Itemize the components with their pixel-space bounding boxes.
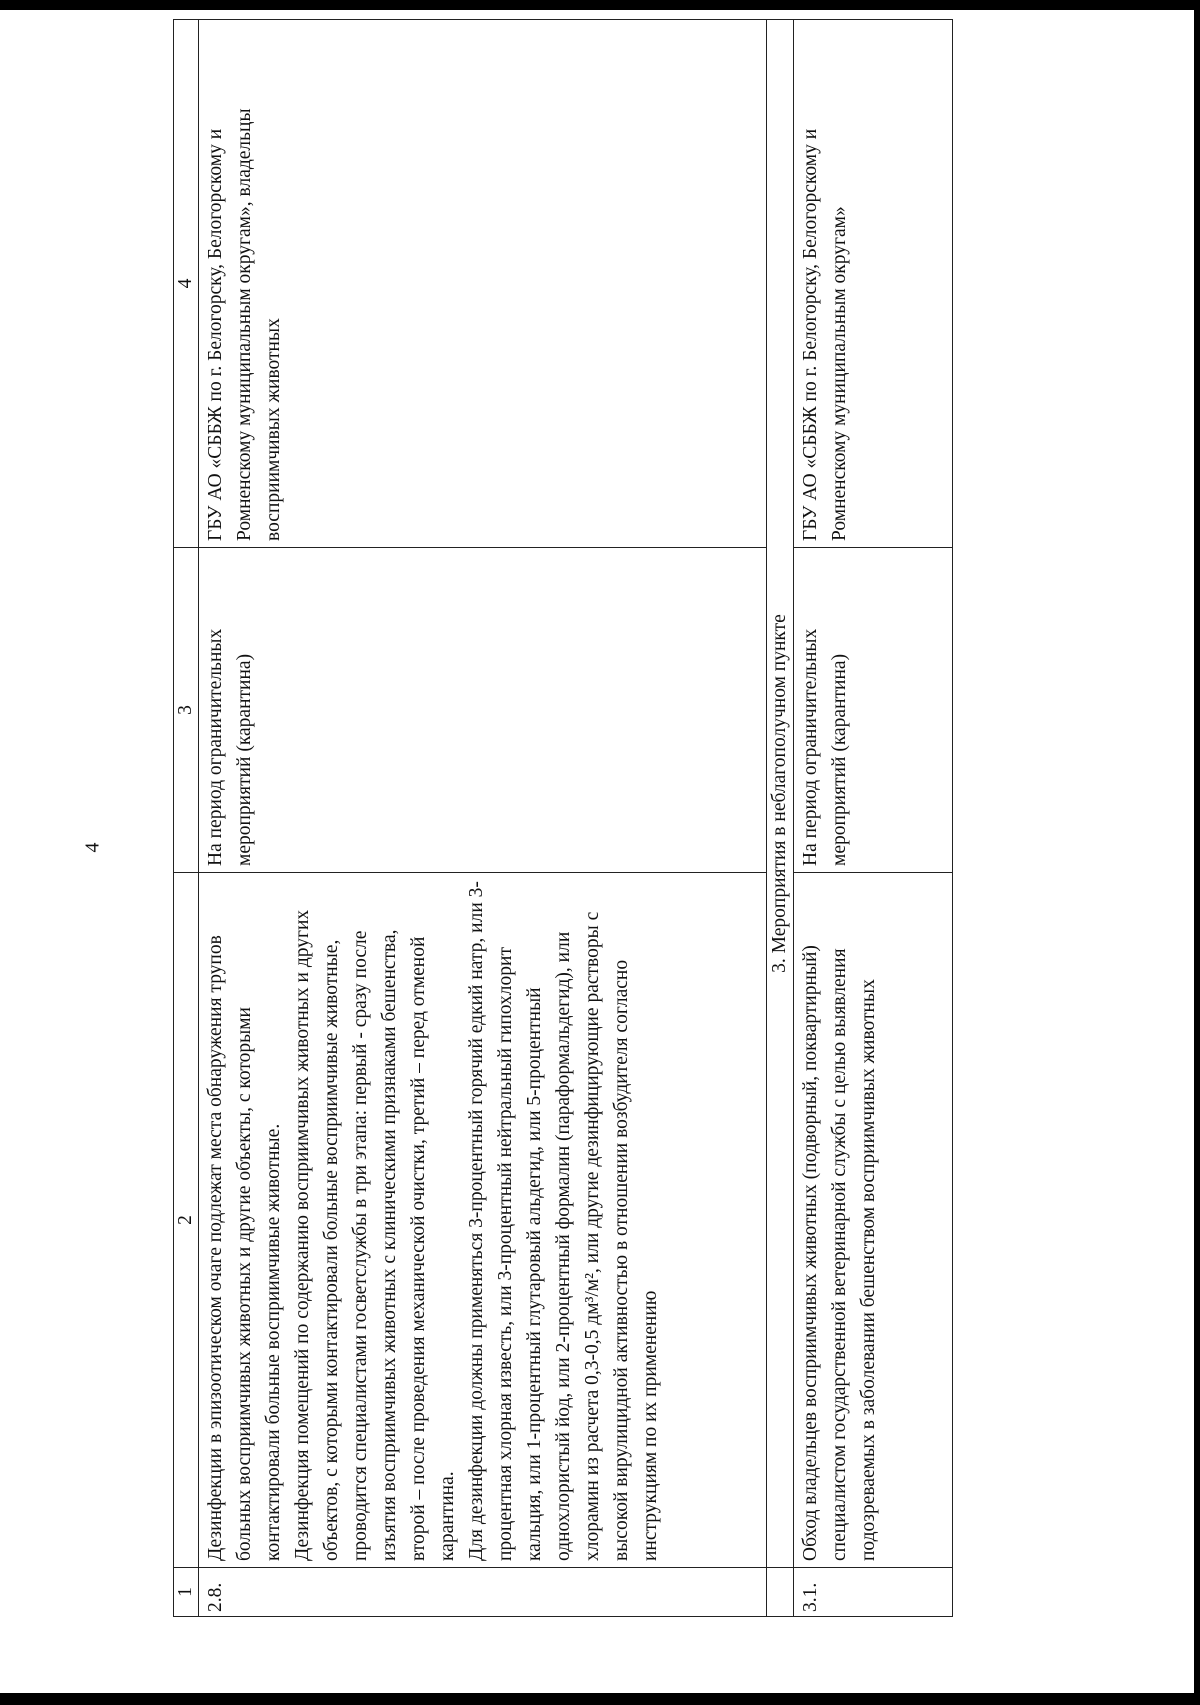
scan-edge-bottom (0, 1693, 1200, 1705)
header-col-2: 2 (174, 873, 199, 1568)
period-cell: На период ограничительных мероприятий (карантина) (199, 548, 767, 873)
header-col-1: 1 (174, 1568, 199, 1617)
measure-paragraph: Дезинфекции в эпизоотическом очаге подлежат места обнаружения трупов больных восприимчивых животных и другие объекты, с которыми контактировали больные восприимчивые животные. (205, 935, 284, 1561)
period-cell: На период ограничительных мероприятий (карантина) (794, 548, 953, 873)
table-row (794, 20, 953, 1617)
measure-description: Обход владельцев восприимчивых животных (подворный, поквартирный) специалистом государственной ветеринарной службы с целью выявления подозреваемых в заболевании бешенством восприимчивых животных (794, 873, 953, 1568)
page-number: 4 (81, 842, 104, 853)
row-number: 2.8. (199, 1568, 767, 1617)
measure-paragraph: Для дезинфекции должны применяться 3-процентный горячий едкий натр, или 3-процентная хлорная известь, или 3-процентный нейтральный гипохлорит кальция, или 1-процентный глутаровый альдегид, или 5-процентный однохлористый йод, или 2-процентный формалин (параформальдегид), или хлорамин из расчета 0,3-0,5 дм³/м², или другие дезинфицирующие растворы с высокой вирулицидной активностью в отношении возбудителя согласно инструкциям по их применению (466, 881, 661, 1561)
section-empty-cell (767, 1568, 794, 1617)
header-col-4: 4 (174, 20, 199, 548)
table-header-row (174, 20, 199, 1617)
scan-edge-top (0, 0, 1200, 10)
section-title: 3. Мероприятия в неблагополучном пункте (767, 20, 794, 1568)
row-number: 3.1. (794, 1568, 953, 1617)
rotated-table-wrapper (173, 72, 953, 1617)
table-row (199, 20, 767, 1617)
responsible-cell: ГБУ АО «СББЖ по г. Белогорску, Белогорскому и Ромненскому муниципальным округам», владельцы восприимчивых животных (199, 20, 767, 548)
section-title-row (767, 20, 794, 1617)
measure-description (199, 873, 767, 1568)
scan-edge-right (1194, 0, 1200, 1705)
header-col-3: 3 (174, 548, 199, 873)
measure-paragraph: Дезинфекция помещений по содержанию восприимчивых животных и других объектов, с которыми контактировали больные восприимчивые животные, проводится специалистами госветслужбы в три этапа: первый - сразу после изъятия восприимчивых животных с клиническими признаками бешенства, второй – после проведения механической очистки, третий – перед отменой карантина. (292, 909, 458, 1561)
measures-table (173, 19, 953, 1617)
responsible-cell: ГБУ АО «СББЖ по г. Белогорску, Белогорскому и Ромненскому муниципальным округам» (794, 20, 953, 548)
